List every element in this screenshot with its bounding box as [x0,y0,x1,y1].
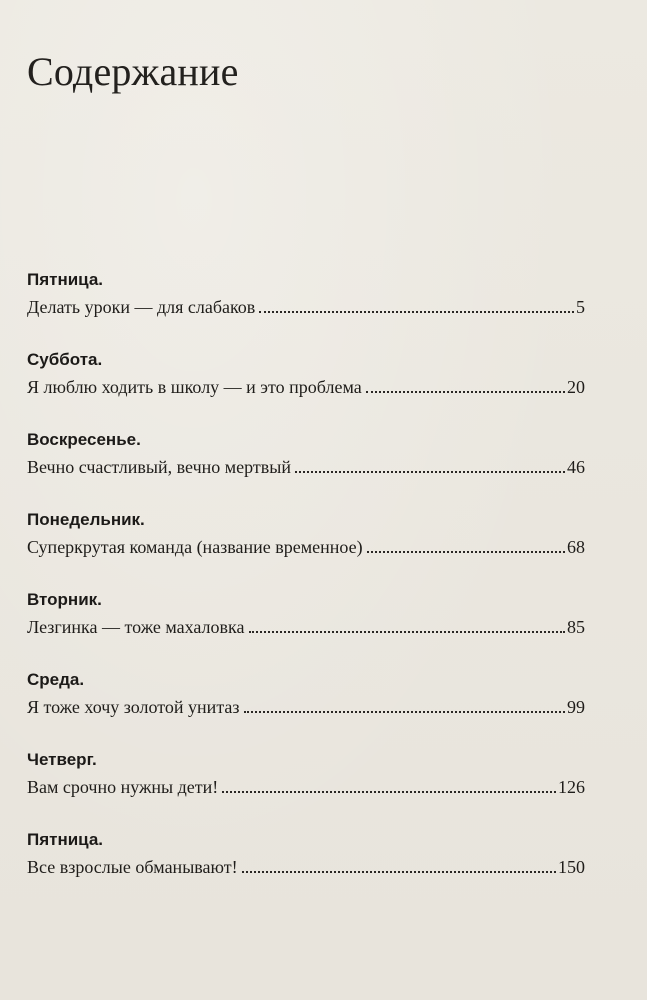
toc-page-number: 126 [558,777,585,797]
toc-day-heading: Вторник. [27,590,102,609]
dot-leader [244,710,565,713]
toc-line [27,615,585,639]
toc-page-number: 150 [558,857,585,877]
toc-page-number: 85 [567,617,585,637]
toc-day-heading: Суббота. [27,350,103,369]
dot-leader [367,550,565,553]
table-of-contents [27,270,585,910]
dot-leader [259,310,574,313]
toc-day-heading: Среда. [27,670,85,689]
dot-leader [242,870,556,873]
toc-line [27,695,585,719]
toc-chapter-title: Лезгинка — тоже махаловка [27,617,245,637]
toc-page-number: 5 [576,297,585,317]
toc-page-number: 46 [567,457,585,477]
page-title: Содержание [27,49,239,94]
toc-line [27,855,585,879]
toc-page-number: 20 [567,377,585,397]
toc-entry [27,430,585,510]
toc-chapter-title: Суперкрутая команда (название временное) [27,537,363,557]
toc-day-heading: Понедельник. [27,510,145,529]
toc-chapter-title: Я люблю ходить в школу — и это проблема [27,377,362,397]
toc-line [27,455,585,479]
toc-entry [27,510,585,590]
toc-entry [27,750,585,830]
toc-page-number: 68 [567,537,585,557]
dot-leader [249,630,566,633]
toc-entry [27,670,585,750]
toc-line [27,375,585,399]
dot-leader [295,470,565,473]
toc-line [27,775,585,799]
toc-day-heading: Воскресенье. [27,430,141,449]
toc-day-heading: Пятница. [27,830,104,849]
toc-page-number: 99 [567,697,585,717]
toc-entry [27,590,585,670]
dot-leader [366,390,565,393]
toc-chapter-title: Делать уроки — для слабаков [27,297,256,317]
toc-line [27,295,585,319]
toc-chapter-title: Все взрослые обманывают! [27,857,238,877]
toc-line [27,535,585,559]
toc-chapter-title: Я тоже хочу золотой унитаз [27,697,240,717]
toc-day-heading: Четверг. [27,750,97,769]
dot-leader [222,790,556,793]
toc-entry [27,830,585,910]
toc-entry [27,270,585,350]
toc-chapter-title: Вечно счастливый, вечно мертвый [27,457,292,477]
toc-entry [27,350,585,430]
toc-chapter-title: Вам срочно нужны дети! [27,777,219,797]
toc-day-heading: Пятница. [27,270,104,289]
